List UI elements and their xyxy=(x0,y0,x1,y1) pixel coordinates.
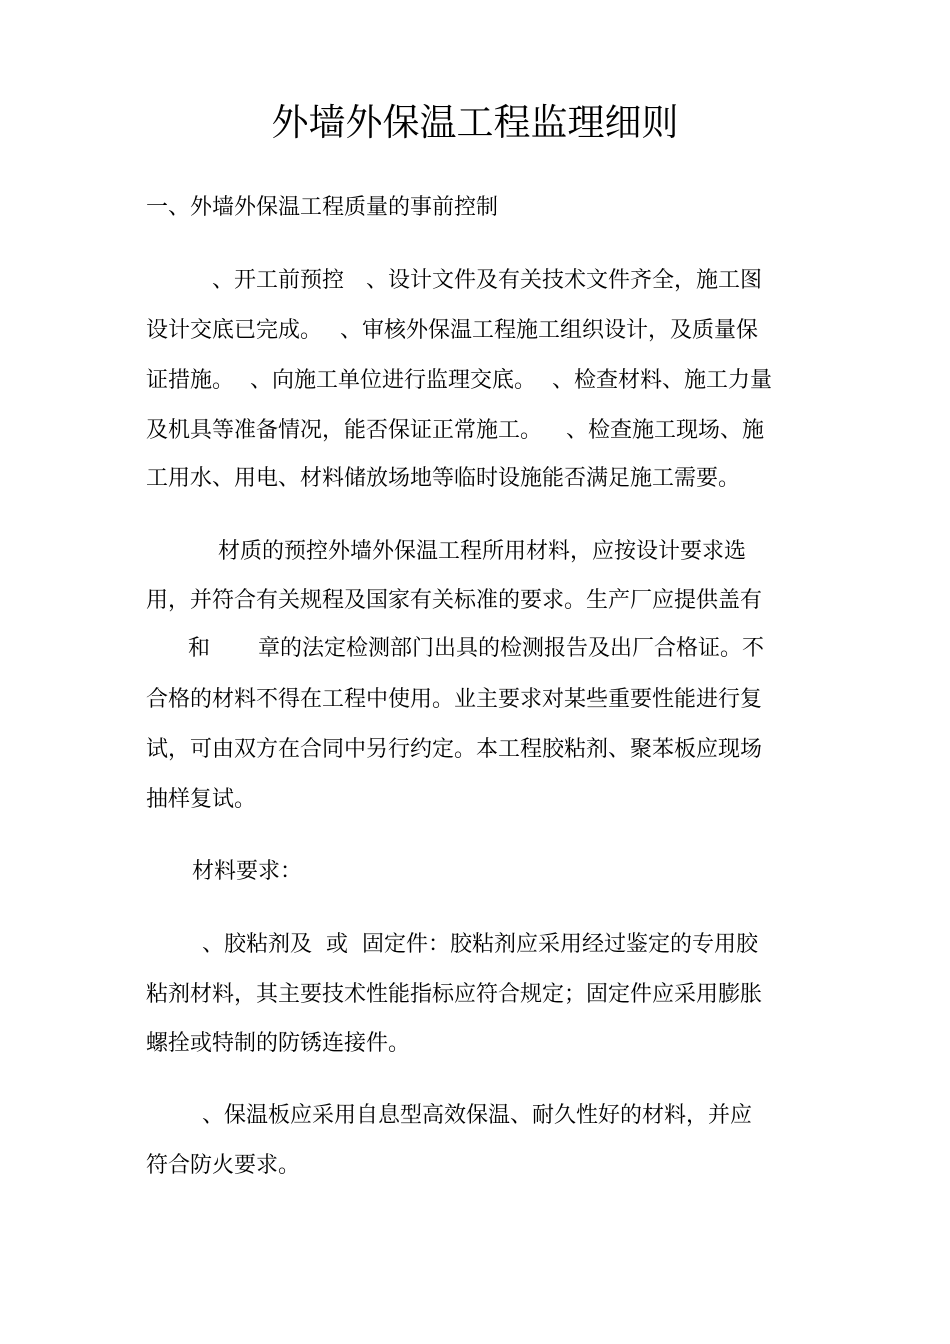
text-fragment: 、胶粘剂及 xyxy=(202,932,313,957)
text-fragment: 、检查施工现场、施 xyxy=(566,418,765,443)
text-fragment: 固定件：胶粘剂应采用经过鉴定的专用胶 xyxy=(362,932,759,957)
text-fragment: 抽样复试。 xyxy=(146,787,257,812)
section-heading: 一、外墙外保温工程质量的事前控制 xyxy=(146,195,499,220)
document-title: 外墙外保温工程监理细则 xyxy=(271,101,679,144)
text-fragment: 和 xyxy=(188,636,211,661)
paragraph-line xyxy=(146,1029,410,1059)
text-fragment: 材料要求： xyxy=(192,859,303,884)
paragraph-line xyxy=(146,980,762,1010)
paragraph-line xyxy=(146,586,762,616)
paragraph-line xyxy=(146,1151,300,1181)
text-fragment: 粘剂材料，其主要技术性能指标应符合规定；固定件应采用膨胀 xyxy=(146,982,763,1007)
paragraph-line xyxy=(146,366,772,396)
text-fragment: 螺拴或特制的防锈连接件。 xyxy=(146,1031,411,1056)
paragraph-line xyxy=(146,634,764,664)
paragraph-line xyxy=(146,416,764,446)
paragraph-line xyxy=(146,685,762,715)
paragraph-line xyxy=(146,1101,752,1131)
text-fragment: 工用水、用电、材料储放场地等临时设施能否满足施工需要。 xyxy=(146,466,741,491)
text-fragment: 或 xyxy=(326,932,349,957)
paragraph-line xyxy=(146,316,758,346)
text-fragment: 、开工前预控 xyxy=(212,268,345,293)
text-fragment: 材质的预控外墙外保温工程所用材料，应按设计要求选 xyxy=(218,539,747,564)
text-fragment: 章的法定检测部门出具的检测报告及出厂合格证。不 xyxy=(258,636,765,661)
paragraph-line xyxy=(146,266,762,296)
text-fragment: 、审核外保温工程施工组织设计，及质量保 xyxy=(340,318,759,343)
text-fragment: 证措施。 xyxy=(146,368,235,393)
text-fragment: 、保温板应采用自息型高效保温、耐久性好的材料，并应 xyxy=(202,1103,753,1128)
paragraph-line xyxy=(146,930,758,960)
paragraph-line xyxy=(146,464,740,494)
paragraph-line xyxy=(146,857,302,887)
text-fragment: 、向施工单位进行监理交底。 xyxy=(250,368,537,393)
paragraph-line xyxy=(146,735,762,765)
text-fragment: 设计交底已完成。 xyxy=(146,318,323,343)
text-fragment: 、检查材料、施工力量 xyxy=(552,368,773,393)
text-fragment: 、设计文件及有关技术文件齐全，施工图 xyxy=(366,268,763,293)
text-fragment: 合格的材料不得在工程中使用。业主要求对某些重要性能进行复 xyxy=(146,687,763,712)
text-fragment: 用，并符合有关规程及国家有关标准的要求。生产厂应提供盖有 xyxy=(146,588,763,613)
text-fragment: 试，可由双方在合同中另行约定。本工程胶粘剂、聚苯板应现场 xyxy=(146,737,763,762)
paragraph-line xyxy=(146,537,746,567)
paragraph-line xyxy=(146,785,256,815)
text-fragment: 及机具等准备情况，能否保证正常施工。 xyxy=(146,418,543,443)
text-fragment: 符合防火要求。 xyxy=(146,1153,301,1178)
